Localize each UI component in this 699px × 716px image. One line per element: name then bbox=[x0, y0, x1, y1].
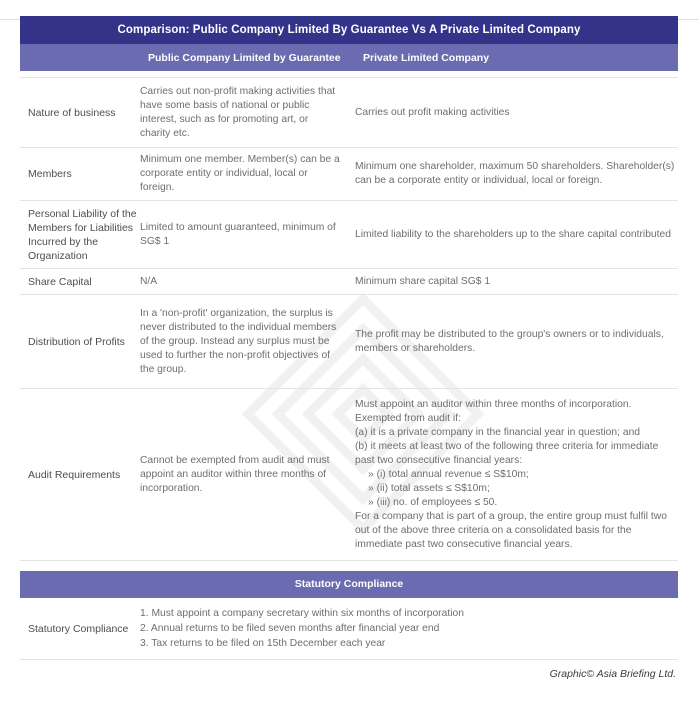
audit-requirement-line: For a company that is part of a group, the entire group must fulfil two out of the above three criteria on a consolidated basis for the immediate past two consecutive financial years. bbox=[355, 510, 667, 550]
column-header-public-company: Public Company Limited by Guarantee bbox=[148, 51, 341, 64]
audit-criteria-bullet: » (i) total annual revenue ≤ S$10m; bbox=[368, 468, 529, 480]
comparison-table bbox=[20, 16, 678, 680]
row-label: Nature of business bbox=[28, 106, 116, 119]
table-row bbox=[20, 269, 678, 295]
cell-public: Carries out non-profit making activities that have some basis of national or public interest, such as for promoting art, or charity etc. bbox=[140, 85, 336, 139]
statutory-compliance-bar bbox=[20, 571, 678, 598]
row-label: Statutory Compliance bbox=[28, 622, 129, 635]
statutory-compliance-bar-title: Statutory Compliance bbox=[294, 578, 404, 590]
column-header-private-company: Private Limited Company bbox=[363, 51, 490, 64]
cell-private: Minimum one shareholder, maximum 50 shareholders. Shareholder(s) can be a corporate entity or individual, local or foreign. bbox=[355, 161, 675, 186]
audit-requirement-line: Exempted from audit if: bbox=[355, 412, 461, 424]
audit-requirement-line: Must appoint an auditor within three months of incorporation. bbox=[355, 398, 632, 410]
page-title: Comparison: Public Company Limited By Guarantee Vs A Private Limited Company bbox=[117, 24, 581, 36]
table-row bbox=[20, 295, 678, 389]
table-row bbox=[20, 598, 678, 660]
column-header-bar bbox=[20, 44, 678, 71]
row-label: Share Capital bbox=[28, 275, 92, 288]
row-label: Members bbox=[28, 168, 72, 180]
row-label: Personal Liability of the Members for Liabilities Incurred by the Organization bbox=[28, 207, 137, 262]
table-row bbox=[20, 148, 678, 201]
cell-private: Carries out profit making activities bbox=[355, 106, 510, 118]
cell-public: Minimum one member. Member(s) can be a corporate entity or individual, local or foreign. bbox=[140, 154, 340, 193]
cell-private bbox=[355, 398, 678, 552]
row-label: Distribution of Profits bbox=[28, 335, 125, 348]
cell-private: The profit may be distributed to the group's owners or to individuals, members or shareholders. bbox=[355, 328, 664, 354]
cell-private: Limited liability to the shareholders up to the share capital contributed bbox=[355, 228, 671, 240]
table-title-bar bbox=[20, 16, 678, 44]
statutory-item: 1. Must appoint a company secretary within six months of incorporation bbox=[140, 608, 464, 619]
statutory-compliance-section bbox=[20, 571, 678, 660]
table-row bbox=[20, 201, 678, 269]
audit-criteria-bullet: » (iii) no. of employees ≤ 50. bbox=[368, 496, 498, 508]
statutory-compliance-items bbox=[140, 606, 678, 651]
table-row bbox=[20, 389, 678, 561]
statutory-item: 2. Annual returns to be filed seven months after financial year end bbox=[140, 623, 440, 634]
audit-requirement-line: (a) it is a private company in the financial year in question; and bbox=[355, 426, 641, 438]
statutory-item: 3. Tax returns to be filed on 15th December each year bbox=[140, 638, 386, 649]
table-row bbox=[20, 78, 678, 148]
cell-public: Limited to amount guaranteed, minimum of SG$ 1 bbox=[140, 221, 336, 247]
audit-criteria-bullet: » (ii) total assets ≤ S$10m; bbox=[368, 482, 490, 494]
graphic-credit: Graphic© Asia Briefing Ltd. bbox=[549, 668, 676, 680]
cell-private: Minimum share capital SG$ 1 bbox=[355, 275, 491, 287]
cell-public: Cannot be exempted from audit and must appoint an auditor within three months of incorporation. bbox=[140, 454, 330, 494]
audit-requirement-line: (b) it meets at least two of the following three criteria for immediate past two consecutive financial years: bbox=[355, 440, 659, 466]
cell-public: N/A bbox=[140, 275, 158, 287]
cell-public: In a 'non-profit' organization, the surplus is never distributed to the individual members of the group. Instead any surplus must be used to further the non-profit objectives of the group. bbox=[140, 307, 337, 375]
table-body bbox=[20, 77, 678, 561]
row-label: Audit Requirements bbox=[28, 468, 121, 481]
